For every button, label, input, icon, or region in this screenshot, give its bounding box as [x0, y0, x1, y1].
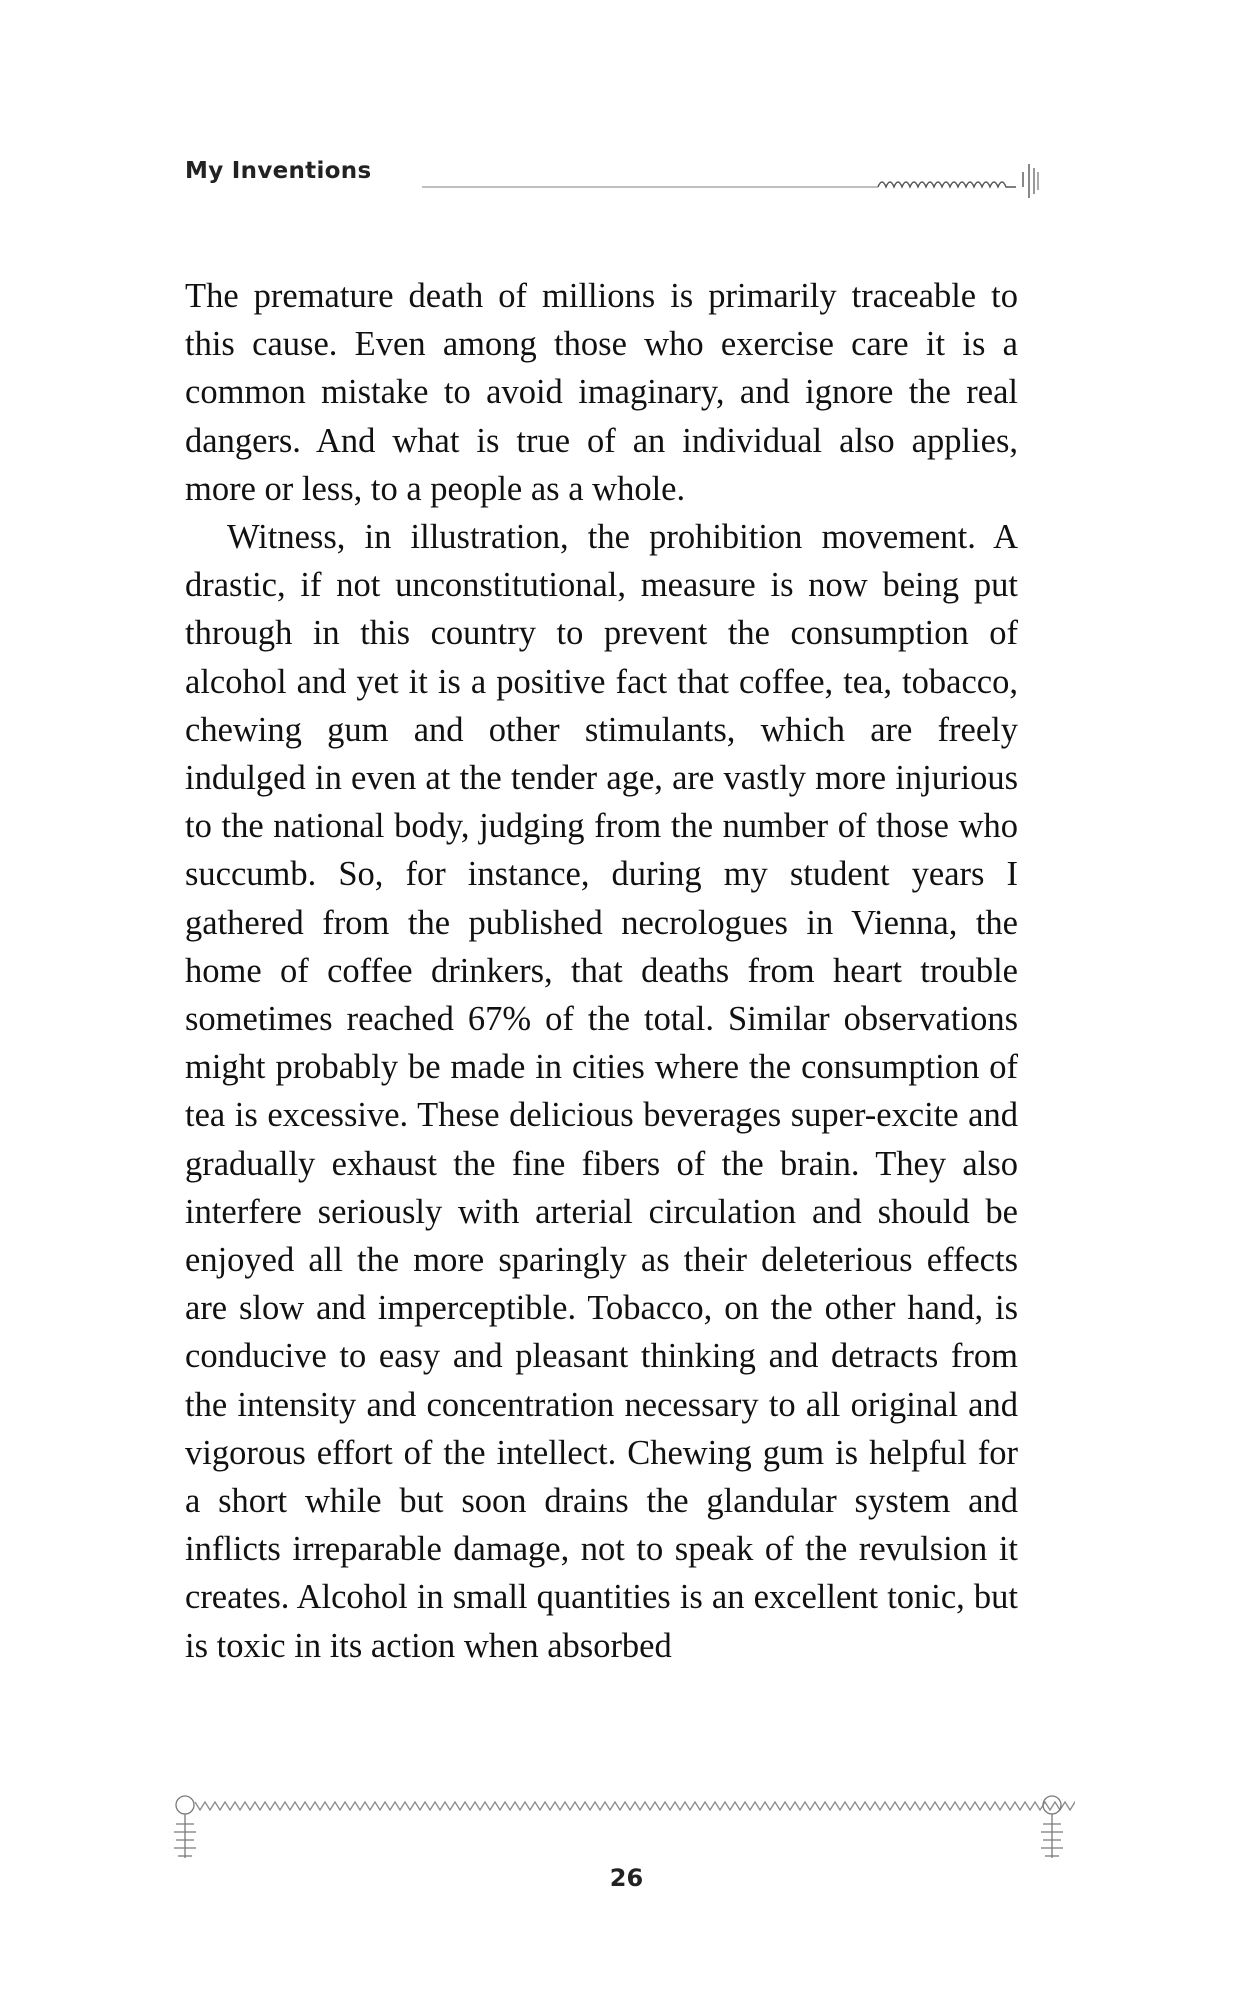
paragraph: The premature death of millions is primarily traceable to this cause. Even among those who exercise care it is a common mistake to avoid imaginary, and ignore the real dangers. And what is true of an individual also applies, more or less, to a people as a whole. [185, 277, 1018, 508]
page-number: 26 [609, 1864, 644, 1892]
header-rule-ornament [185, 158, 1090, 198]
lightbulb-icon [174, 1796, 196, 1858]
page-header [185, 158, 1090, 198]
paragraph: Witness, in illustration, the prohibition movement. A drastic, if not unconstitutional, measure is now being put through in this country to prevent the consumption of alcohol and yet it is a positive fact that coffee, tea, tobacco, chewing gum and other stimulants, which are freely indulged in even at the tender age, are vastly more injurious to the national body, judging from the number of those who succumb. So, for instance, during my student years I gathered from the published necrologues in Vienna, the home of coffee drinkers, that deaths from heart trouble sometimes reached 67% of the total. Similar observations might probably be made in cities where the consumption of tea is excessive. These delicious beverages super-excite and gradually exhaust the fine fibers of the brain. They also interfere seriously with arterial circulation and should be enjoyed all the more sparingly as their deleterious effects are slow and imperceptible. Tobacco, on the other hand, is conducive to easy and pleasant thinking and detracts from the intensity and concentration necessary to all original and vigorous effort of the intellect. Chewing gum is helpful for a short while but soon drains the glandular system and inflicts irreparable damage, not to speak of the revulsion it creates. Alcohol in small quantities is an excellent tonic, but is toxic in its action when absorbed [185, 518, 1018, 1665]
lightbulb-icon [1041, 1796, 1063, 1858]
body-text [185, 272, 1018, 1670]
footer-border-ornament [165, 1790, 1075, 1865]
running-title: My Inventions [185, 158, 372, 184]
